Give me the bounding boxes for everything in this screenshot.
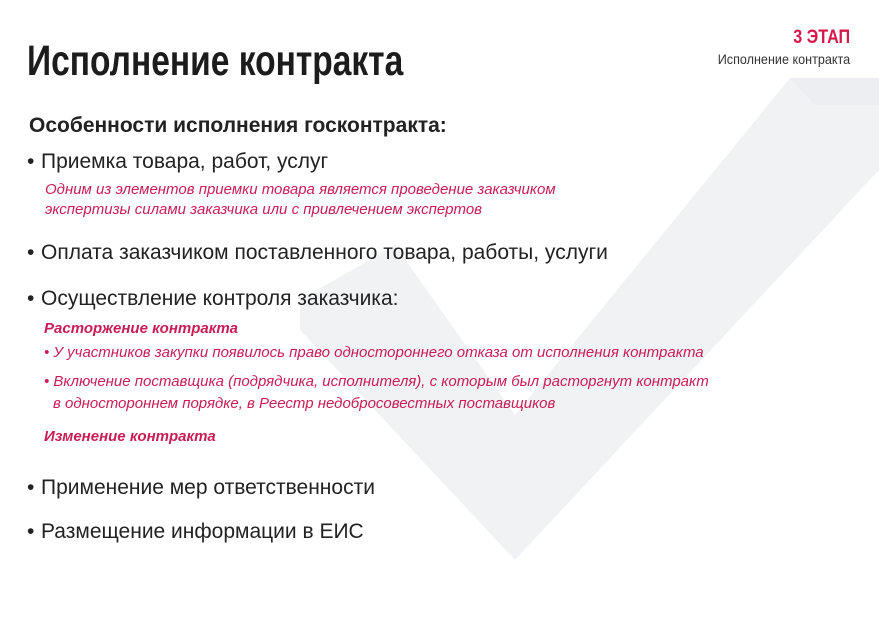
- note-line: Одним из элементов приемки товара является проведение заказчиком: [45, 181, 556, 198]
- note-line: экспертизы силами заказчика или с привлечением экспертов: [45, 201, 483, 218]
- sub-item-text: У участников закупки появилось право одностороннего отказа от исполнения контракта: [53, 344, 704, 361]
- bullet-control: [27, 287, 398, 311]
- bullet-acceptance: [27, 150, 328, 174]
- acceptance-note: [45, 180, 556, 220]
- change-title: Изменение контракта: [44, 428, 216, 445]
- section-heading: Особенности исполнения госконтракта:: [29, 114, 447, 137]
- termination-title: Расторжение контракта: [44, 320, 239, 337]
- sub-bullet-dot: •: [44, 373, 54, 390]
- bullet-dot: •: [27, 287, 35, 310]
- bullet-dot: •: [27, 241, 35, 264]
- bullet-dot: •: [27, 476, 35, 499]
- stage-indicator: [703, 28, 850, 67]
- bullet-text: Применение мер ответственности: [41, 476, 375, 499]
- stage-number: 3 ЭТАП: [793, 27, 850, 48]
- termination-item: [44, 371, 709, 415]
- bullet-dot: •: [27, 150, 35, 173]
- bullet-text: Осуществление контроля заказчика:: [41, 287, 399, 310]
- page-title: Исполнение контракта: [27, 37, 404, 85]
- bullet-dot: •: [27, 520, 35, 543]
- sub-item-text: Включение поставщика (подрядчика, исполнителя), с которым был расторгнут контракт: [53, 373, 709, 390]
- stage-label: Исполнение контракта: [717, 51, 850, 67]
- bullet-eis: [27, 520, 364, 544]
- bullet-text: Приемка товара, работ, услуг: [41, 150, 329, 173]
- bullet-text: Оплата заказчиком поставленного товара, работы, услуги: [41, 241, 608, 264]
- sub-item-text: в одностороннем порядке, в Реестр недобросовестных поставщиков: [53, 395, 556, 412]
- bullet-liability: [27, 476, 375, 500]
- bullet-text: Размещение информации в ЕИС: [41, 520, 364, 543]
- bullet-payment: [27, 241, 608, 265]
- sub-bullet-dot: •: [44, 344, 54, 361]
- termination-item: [44, 342, 704, 364]
